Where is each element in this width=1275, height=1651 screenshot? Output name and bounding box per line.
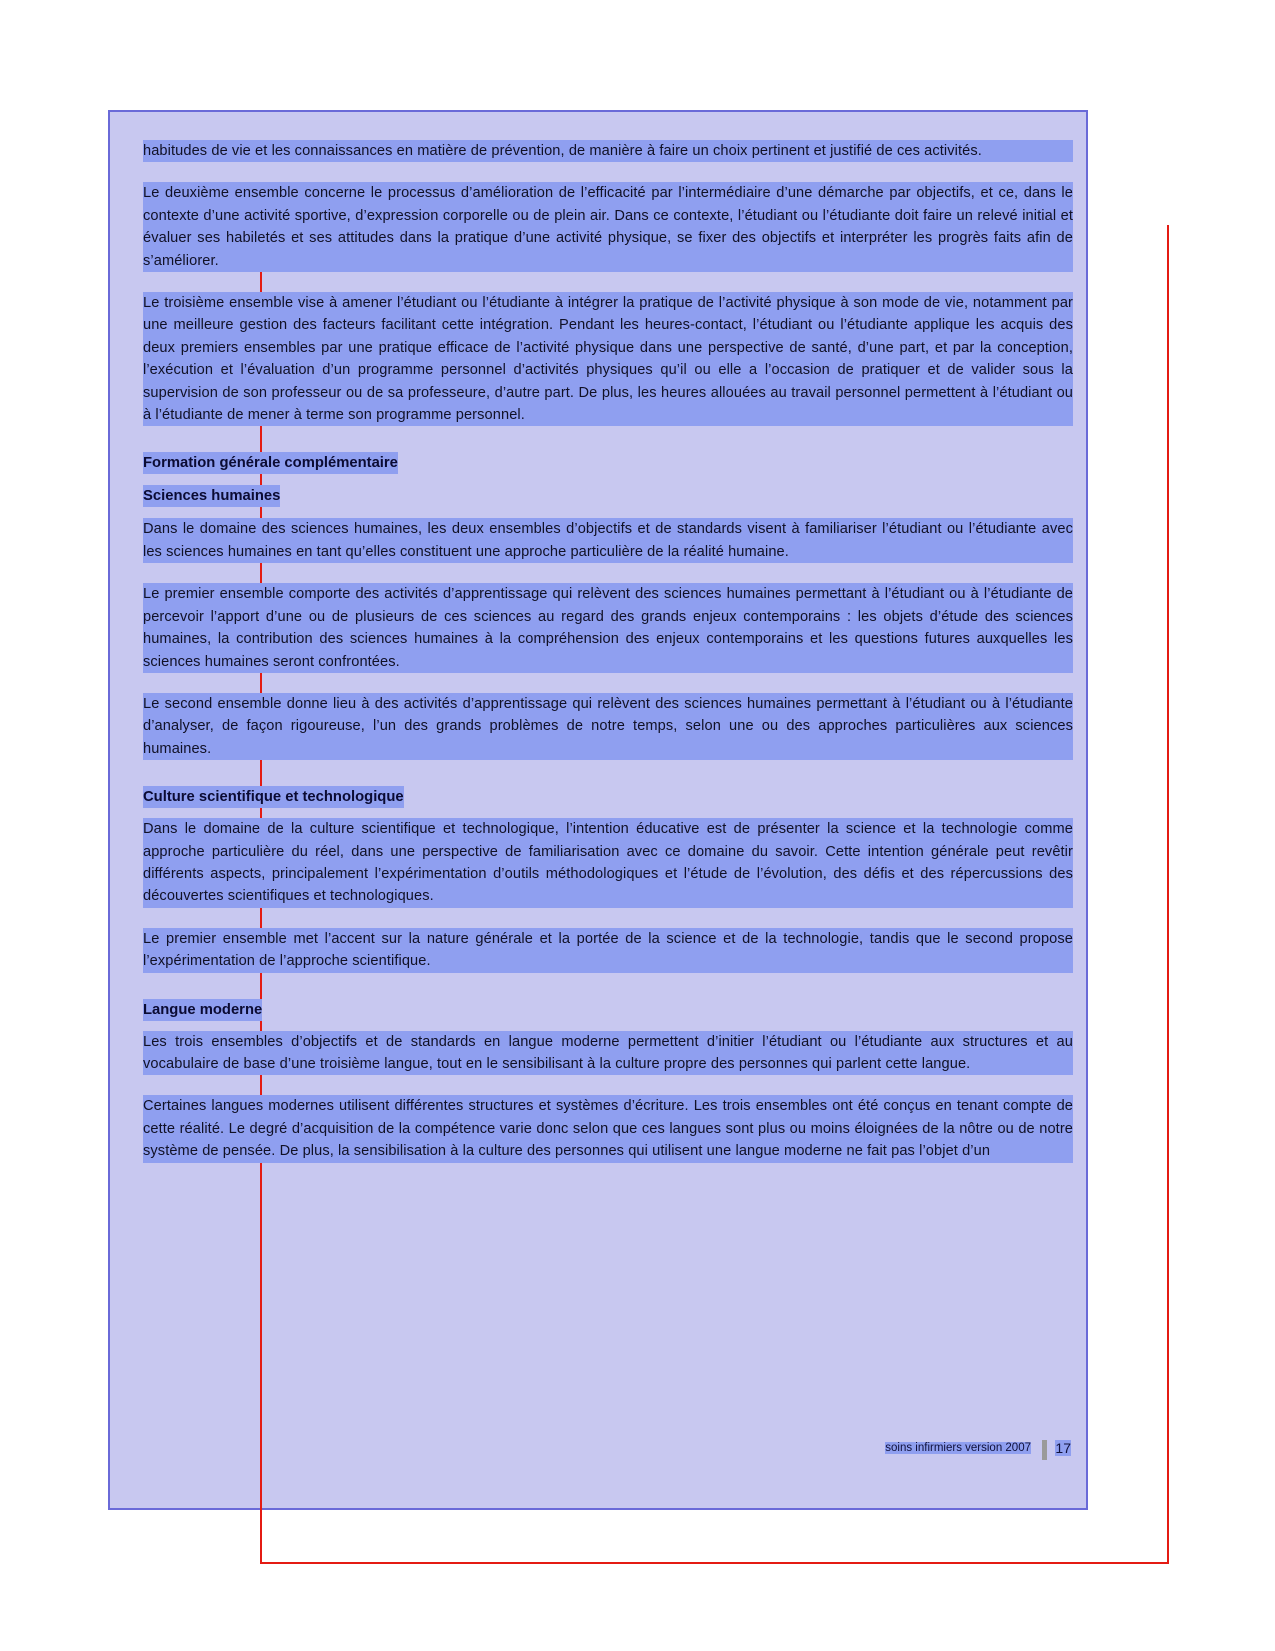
page-number: 17 [1055, 1440, 1071, 1456]
heading-text: Formation générale complémentaire [143, 452, 398, 474]
paragraph: Le troisième ensemble vise à amener l’étudiant ou l’étudiante à intégrer la pratique de l’activité physique à son mode de vie, notamment par une meilleure gestion des facteurs facilitant cette intégration. Pendant les heures-contact, l’étudiant ou l’étudiante applique les acquis des deux premiers ensembles par une pratique efficace de l’activité physique dans une perspective de santé, d’une part, et par la conception, l’exécution et l’évaluation d’un programme personnel d’activités physiques qu’il ou elle a l’occasion de pratiquer et de valider sous la supervision de son professeur ou de sa professeure, d’autre part. De plus, les heures allouées au travail personnel permettent à l’étudiant ou à l’étudiante de mener à terme son programme personnel. [143, 292, 1073, 426]
section-heading-formation-generale-complementaire [143, 452, 1073, 479]
page-footer [143, 1440, 1073, 1462]
paragraph: Dans le domaine des sciences humaines, les deux ensembles d’objectifs et de standards visent à familiariser l’étudiant ou l’étudiante avec les sciences humaines en tant qu’elles constituent une approche particulière de la réalité humaine. [143, 518, 1073, 563]
paragraph: Le premier ensemble comporte des activités d’apprentissage qui relèvent des sciences humaines permettant à l’étudiant ou à l’étudiante de percevoir l’apport d’une ou de plusieurs de ces sciences au regard des grands enjeux contemporains : les objets d’étude des sciences humaines, la contribution des sciences humaines à la compréhension des enjeux contemporains et les questions futures auxquelles les sciences humaines seront confrontées. [143, 583, 1073, 673]
section-heading-sciences-humaines [143, 485, 1073, 512]
paragraph: Certaines langues modernes utilisent différentes structures et systèmes d’écriture. Les trois ensembles ont été conçus en tenant compte de cette réalité. Le degré d’acquisition de la compétence varie donc selon que ces langues sont plus ou moins éloignées de la nôtre ou de notre système de pensée. De plus, la sensibilisation à la culture des personnes qui utilisent une langue moderne ne fait pas l’objet d’un [143, 1095, 1073, 1162]
paragraph: habitudes de vie et les connaissances en matière de prévention, de manière à faire un choix pertinent et justifié de ces activités. [143, 140, 1073, 162]
paragraph: Le second ensemble donne lieu à des activités d’apprentissage qui relèvent des sciences humaines permettant à l’étudiant ou à l’étudiante d’analyser, de façon rigoureuse, l’un des grands problèmes de notre temps, selon une ou des approches particulières aux sciences humaines. [143, 693, 1073, 760]
section-heading-culture-scientifique-et-technologique [143, 786, 1073, 813]
heading-text: Culture scientifique et technologique [143, 786, 404, 808]
heading-text: Langue moderne [143, 999, 262, 1021]
paragraph: Les trois ensembles d’objectifs et de standards en langue moderne permettent d’initier l’étudiant ou l’étudiante aux structures et au vocabulaire de base d’une troisième langue, tout en le sensibilisant à la culture propre des personnes qui parlent cette langue. [143, 1031, 1073, 1076]
section-heading-langue-moderne [143, 999, 1073, 1026]
paragraph: Dans le domaine de la culture scientifique et technologique, l’intention éducative est de présenter la science et la technologie comme approche particulière du réel, dans une perspective de familiarisation avec ce domaine du savoir. Cette intention générale peut revêtir différents aspects, principalement l’expérimentation d’outils méthodologiques et l’étude de l’évolution, des défis et des répercussions des découvertes scientifiques et technologiques. [143, 818, 1073, 908]
heading-text: Sciences humaines [143, 485, 280, 507]
paragraph: Le deuxième ensemble concerne le processus d’amélioration de l’efficacité par l’intermédiaire d’une démarche par objectifs, et ce, dans le contexte d’une activité sportive, d’expression corporelle ou de plein air. Dans ce contexte, l’étudiant ou l’étudiante doit faire un relevé initial et évaluer ses habiletés et ses attitudes dans la pratique d’une activité physique, se fixer des objectifs et interpréter les progrès faits afin de s’améliorer. [143, 182, 1073, 272]
document-body [143, 140, 1073, 1163]
footer-note: soins infirmiers version 2007 [885, 1442, 1031, 1454]
text-caret [1042, 1440, 1047, 1460]
paragraph: Le premier ensemble met l’accent sur la nature générale et la portée de la science et de la technologie, tandis que le second propose l’expérimentation de l’approche scientifique. [143, 928, 1073, 973]
